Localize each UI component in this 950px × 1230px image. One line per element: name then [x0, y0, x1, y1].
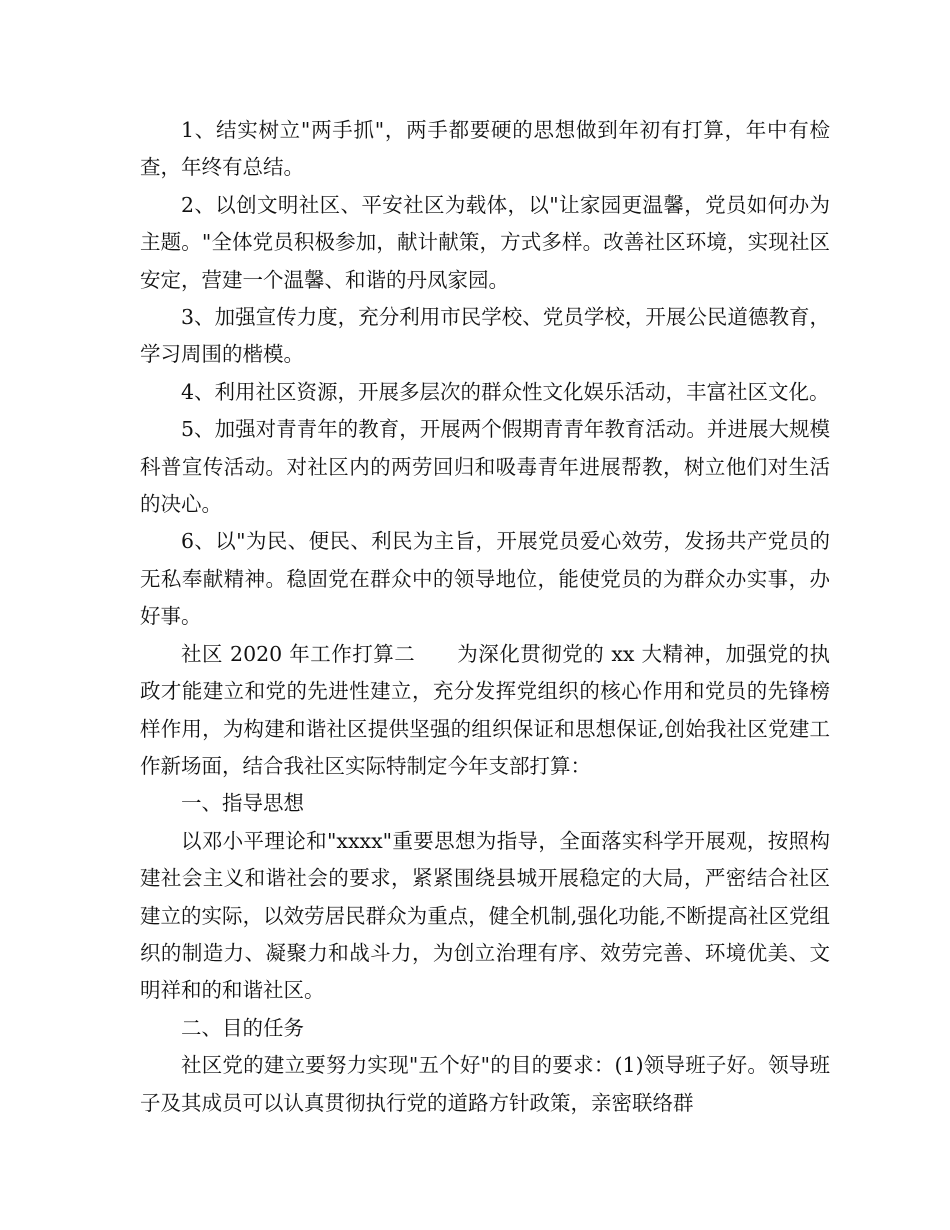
- document-body: [140, 112, 830, 1122]
- guiding-thought-paragraph: 以邓小平理论和"xxxx"重要思想为指导，全面落实科学开展观，按照构建社会主义和谐社会的要求，紧紧围绕县城开展稳定的大局，严密结合社区建立的实际，以效劳居民群众为重点，健全机制,强化功能,不断提高社区党组织的制造力、凝聚力和战斗力，为创立治理有序、效劳完善、环境优美、文明祥和的和谐社区。: [140, 828, 830, 1003]
- paragraph-item-4: 4、利用社区资源，开展多层次的群众性文化娱乐活动，丰富社区文化。: [181, 379, 830, 404]
- section-heading-goals: 二、目的任务: [181, 1015, 304, 1040]
- goals-paragraph: 社区党的建立要努力实现"五个好"的目的要求：(1)领导班子好。领导班子及其成员可以认真贯彻执行党的道路方针政策，亲密联络群: [140, 1053, 830, 1115]
- plan-two-intro-paragraph: 社区 2020 年工作打算二 为深化贯彻党的 xx 大精神，加强党的执政才能建立和党的先进性建立，充分发挥党组织的核心作用和党员的先锋榜样作用，为构建和谐社区提供坚强的组织保证和思想保证,创始我社区党建工作新场面，结合我社区实际特制定今年支部打算：: [140, 641, 830, 778]
- paragraph-item-1: 1、结实树立"两手抓"，两手都要硬的思想做到年初有打算，年中有检查，年终有总结。: [140, 118, 830, 180]
- paragraph-item-5: 5、加强对青青年的教育，开展两个假期青青年教育活动。并进展大规模科普宣传活动。对社区内的两劳回归和吸毒青年进展帮教，树立他们对生活的决心。: [140, 417, 830, 517]
- paragraph-item-2: 2、以创文明社区、平安社区为载体，以"让家园更温馨，党员如何办为主题。"全体党员积极参加，献计献策，方式多样。改善社区环境，实现社区安定，营建一个温馨、和谐的丹凤家园。: [140, 192, 830, 292]
- paragraph-item-3: 3、加强宣传力度，充分利用市民学校、党员学校，开展公民道德教育，学习周围的楷模。: [140, 305, 830, 367]
- paragraph-item-6: 6、以"为民、便民、利民为主旨，开展党员爱心效劳，发扬共产党员的无私奉献精神。稳固党在群众中的领导地位，能使党员的为群众办实事，办好事。: [140, 529, 830, 629]
- section-heading-guiding-thought: 一、指导思想: [181, 791, 304, 816]
